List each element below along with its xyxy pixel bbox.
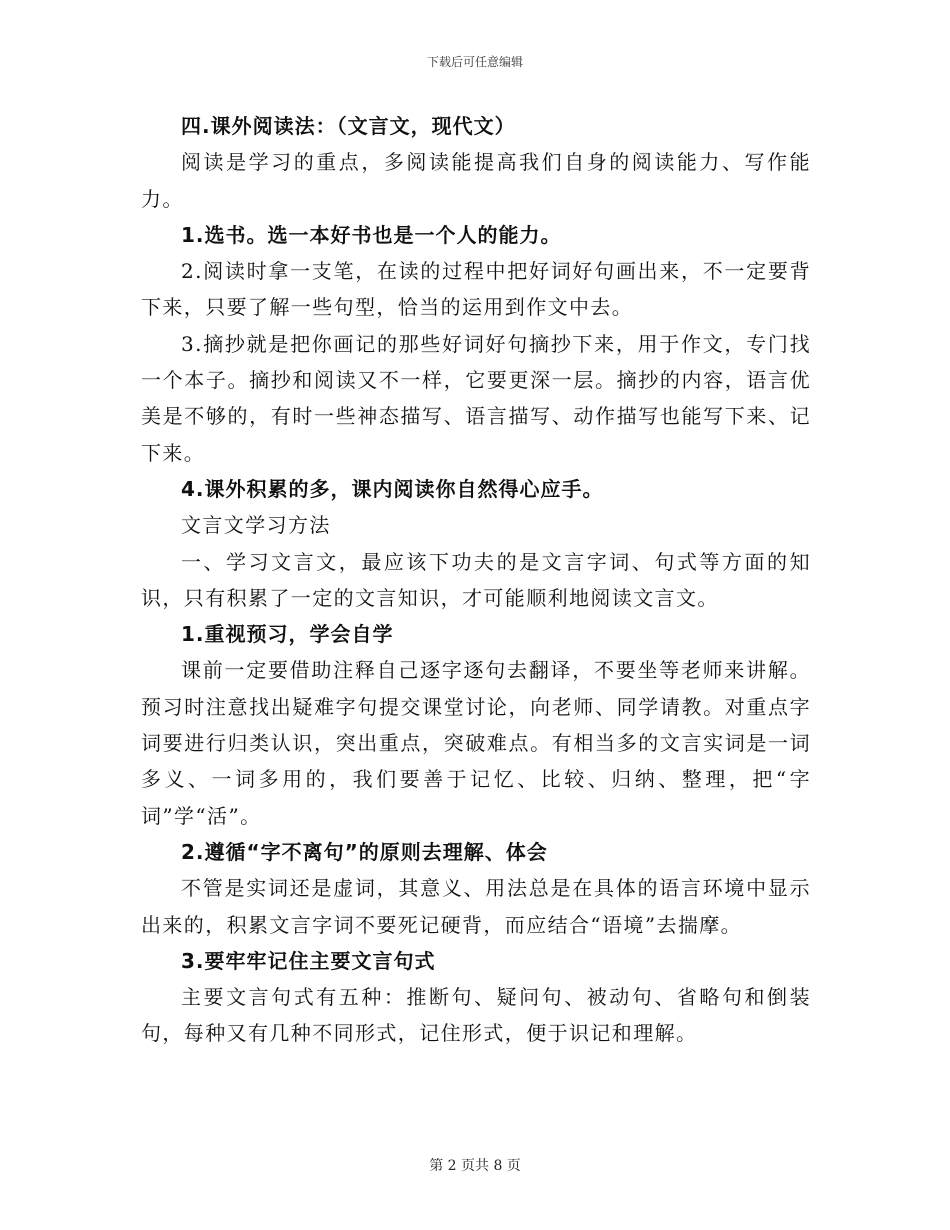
paragraph-preview: 课前一定要借助注释自己逐字逐句去翻译，不要坐等老师来讲解。预习时注意找出疑难字句提交课堂讨论，向老师、同学请教。对重点字词要进行归类认识，突出重点，突破难点。有相当多的文言实词是一词多义、一词多用的，我们要善于记忆、比较、归纳、整理，把“字词”学“活”。 (141, 658, 811, 828)
page-header: 下载后可任意编辑 (426, 55, 523, 69)
subheading-sentence-patterns: 3.要牢牢记住主要文言句式 (181, 948, 436, 973)
subheading-accumulate: 4.课外积累的多，课内阅读你自然得心应手。 (181, 476, 604, 501)
page-footer: 第 2 页共 8 页 (429, 1158, 521, 1174)
paragraph-sentence-patterns: 主要文言句式有五种：推断句、疑问句、被动句、省略句和倒装句，每种又有几种不同形式，记住形式，便于识记和理解。 (141, 985, 811, 1046)
paragraph-read-with-pen: 2.阅读时拿一支笔，在读的过程中把好词好句画出来，不一定要背下来，只要了解一些句型，恰当的运用到作文中去。 (141, 259, 811, 320)
subheading-context: 2.遵循“字不离句”的原则去理解、体会 (181, 839, 548, 864)
paragraph-classical-intro: 一、学习文言文，最应该下功夫的是文言字词、句式等方面的知识，只有积累了一定的文言知识，才可能顺利地阅读文言文。 (141, 549, 811, 610)
paragraph-context: 不管是实词还是虚词，其意义、用法总是在具体的语言环境中显示出来的，积累文言字词不要死记硬背，而应结合“语境”去揣摩。 (141, 876, 811, 937)
subheading-preview: 1.重视预习，学会自学 (181, 622, 394, 647)
document-body (141, 108, 811, 1052)
section-title-classical-chinese: 文言文学习方法 (181, 513, 331, 538)
section-heading-reading-method: 四.课外阅读法：（文言文，现代文） (181, 114, 516, 138)
paragraph-excerpt: 3.摘抄就是把你画记的那些好词好句摘抄下来，用于作文，专门找一个本子。摘抄和阅读又不一样，它要更深一层。摘抄的内容，语言优美是不够的，有时一些神态描写、语言描写、动作描写也能写下来、记下来。 (141, 331, 811, 465)
paragraph-reading-importance: 阅读是学习的重点，多阅读能提高我们自身的阅读能力、写作能力。 (141, 150, 811, 211)
subheading-choose-book: 1.选书。选一本好书也是一个人的能力。 (181, 222, 562, 247)
